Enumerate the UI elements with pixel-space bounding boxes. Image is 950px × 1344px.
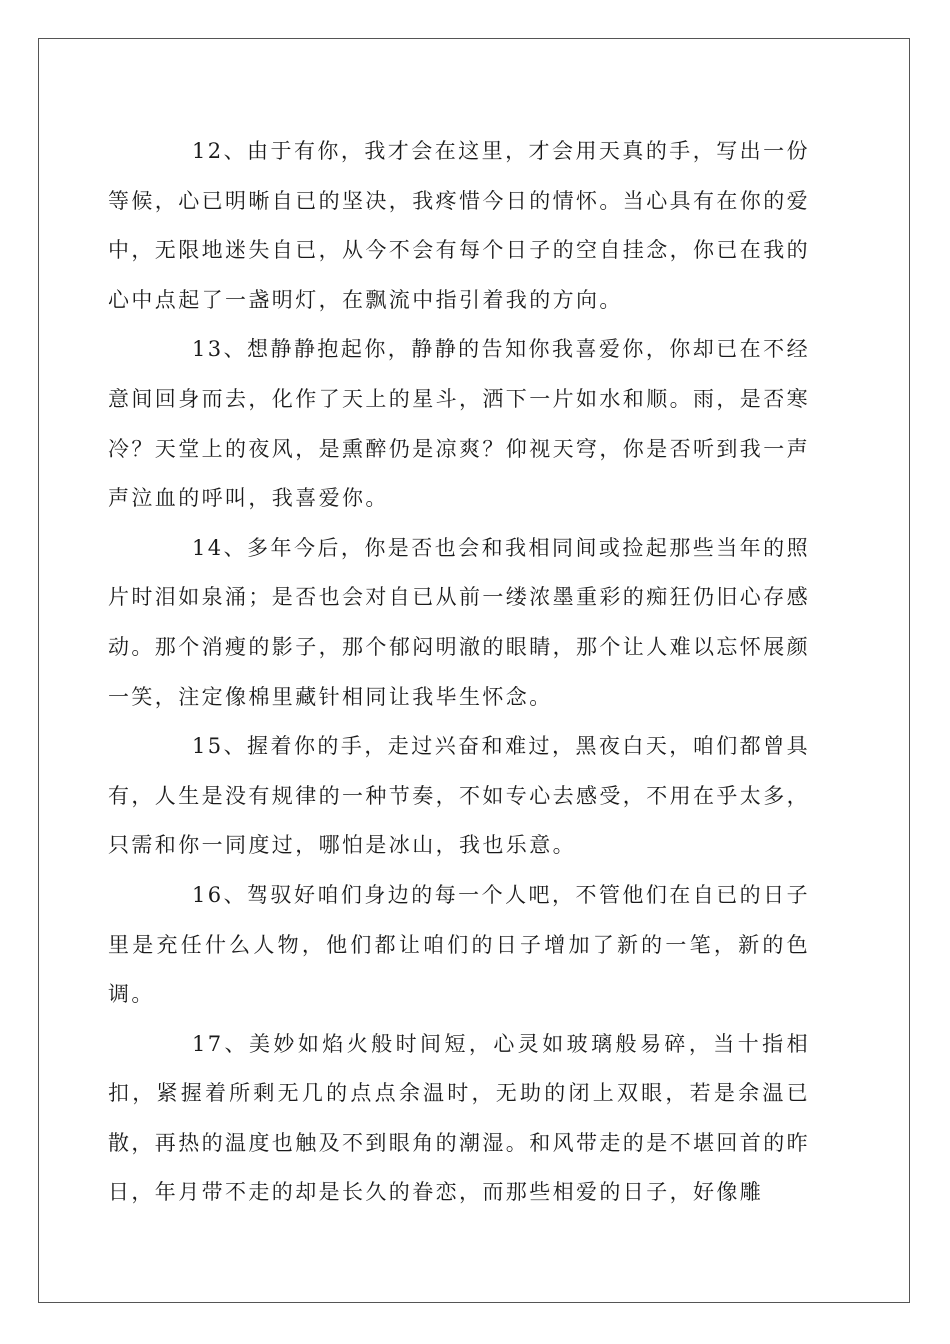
paragraph-17: 17、美妙如焰火般时间短，心灵如玻璃般易碎，当十指相扣，紧握着所剩无几的点点余温时，无助的闭上双眼，若是余温已散，再热的温度也触及不到眼角的潮湿。和风带走的是不堪回首的昨日，年月带不走的却是长久的眷恋，而那些相爱的日子，好像雕 <box>108 1031 810 1205</box>
paragraph-16: 16、驾驭好咱们身边的每一个人吧，不管他们在自已的日子里是充任什么人物，他们都让咱们的日子增加了新的一笔，新的色调。 <box>108 882 810 1007</box>
document-body <box>108 127 810 1218</box>
paragraph-12: 12、由于有你，我才会在这里，才会用天真的手，写出一份等候，心已明晰自已的坚决，我疼惜今日的情怀。当心具有在你的爱中，无限地迷失自已，从今不会有每个日子的空自挂念，你已在我的心中点起了一盏明灯，在飘流中指引着我的方向。 <box>108 139 810 312</box>
paragraph-14: 14、多年今后，你是否也会和我相同间或捡起那些当年的照片时泪如泉涌；是否也会对自已从前一缕浓墨重彩的痴狂仍旧心存感动。那个消瘦的影子，那个郁闷明澈的眼睛，那个让人难以忘怀展颜一笑，注定像棉里藏针相同让我毕生怀念。 <box>108 535 810 709</box>
paragraph-15: 15、握着你的手，走过兴奋和难过，黑夜白天，咱们都曾具有，人生是没有规律的一种节奏，不如专心去感受，不用在乎太多，只需和你一同度过，哪怕是冰山，我也乐意。 <box>108 734 810 858</box>
paragraph-13: 13、想静静抱起你，静静的告知你我喜爱你，你却已在不经意间回身而去，化作了天上的星斗，洒下一片如水和顺。雨，是否寒冷？天堂上的夜风，是熏醉仍是凉爽？仰视天穹，你是否听到我一声声泣血的呼叫，我喜爱你。 <box>108 337 810 511</box>
